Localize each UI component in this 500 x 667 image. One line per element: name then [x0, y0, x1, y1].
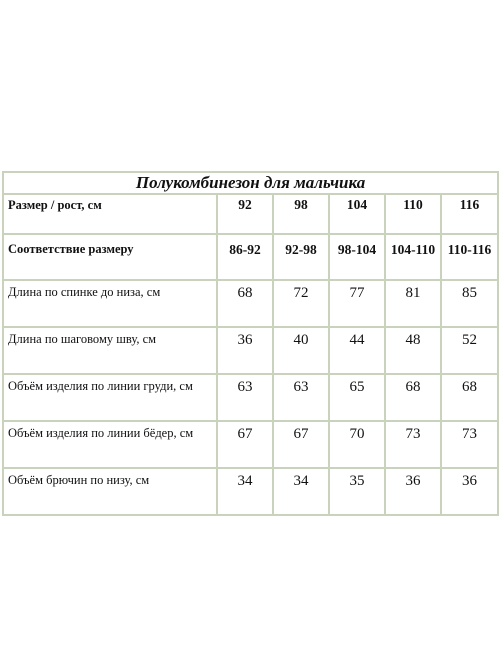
cell-value: 73: [385, 421, 441, 468]
row-label: Длина по спинке до низа, см: [3, 280, 217, 327]
size-104: 104: [329, 194, 385, 234]
table-row: [3, 374, 498, 421]
cell-value: 70: [329, 421, 385, 468]
size-chart-table: [2, 171, 499, 516]
cell-value: 52: [441, 327, 498, 374]
cell-value: 67: [217, 421, 273, 468]
cell-value: 81: [385, 280, 441, 327]
table-row: [3, 421, 498, 468]
cell-value: 36: [441, 468, 498, 515]
correspondence-value: 92-98: [273, 234, 329, 280]
cell-value: 48: [385, 327, 441, 374]
cell-value: 68: [217, 280, 273, 327]
size-116: 116: [441, 194, 498, 234]
cell-value: 34: [217, 468, 273, 515]
table-title: Полукомбинезон для мальчика: [3, 172, 498, 194]
cell-value: 85: [441, 280, 498, 327]
correspondence-row: [3, 234, 498, 280]
cell-value: 63: [273, 374, 329, 421]
size-98: 98: [273, 194, 329, 234]
row-label: Объём брючин по низу, см: [3, 468, 217, 515]
correspondence-value: 98-104: [329, 234, 385, 280]
cell-value: 65: [329, 374, 385, 421]
header-label: Размер / рост, см: [3, 194, 217, 234]
correspondence-value: 86-92: [217, 234, 273, 280]
size-92: 92: [217, 194, 273, 234]
row-label: Объём изделия по линии груди, см: [3, 374, 217, 421]
cell-value: 68: [441, 374, 498, 421]
correspondence-value: 104-110: [385, 234, 441, 280]
correspondence-value: 110-116: [441, 234, 498, 280]
cell-value: 73: [441, 421, 498, 468]
table-row: [3, 280, 498, 327]
cell-value: 72: [273, 280, 329, 327]
cell-value: 68: [385, 374, 441, 421]
cell-value: 40: [273, 327, 329, 374]
header-row: [3, 194, 498, 234]
cell-value: 67: [273, 421, 329, 468]
size-110: 110: [385, 194, 441, 234]
table-row: [3, 468, 498, 515]
table-row: [3, 327, 498, 374]
cell-value: 34: [273, 468, 329, 515]
correspondence-label: Соответствие размеру: [3, 234, 217, 280]
row-label: Длина по шаговому шву, см: [3, 327, 217, 374]
cell-value: 63: [217, 374, 273, 421]
cell-value: 77: [329, 280, 385, 327]
cell-value: 35: [329, 468, 385, 515]
cell-value: 44: [329, 327, 385, 374]
row-label: Объём изделия по линии бёдер, см: [3, 421, 217, 468]
cell-value: 36: [217, 327, 273, 374]
cell-value: 36: [385, 468, 441, 515]
